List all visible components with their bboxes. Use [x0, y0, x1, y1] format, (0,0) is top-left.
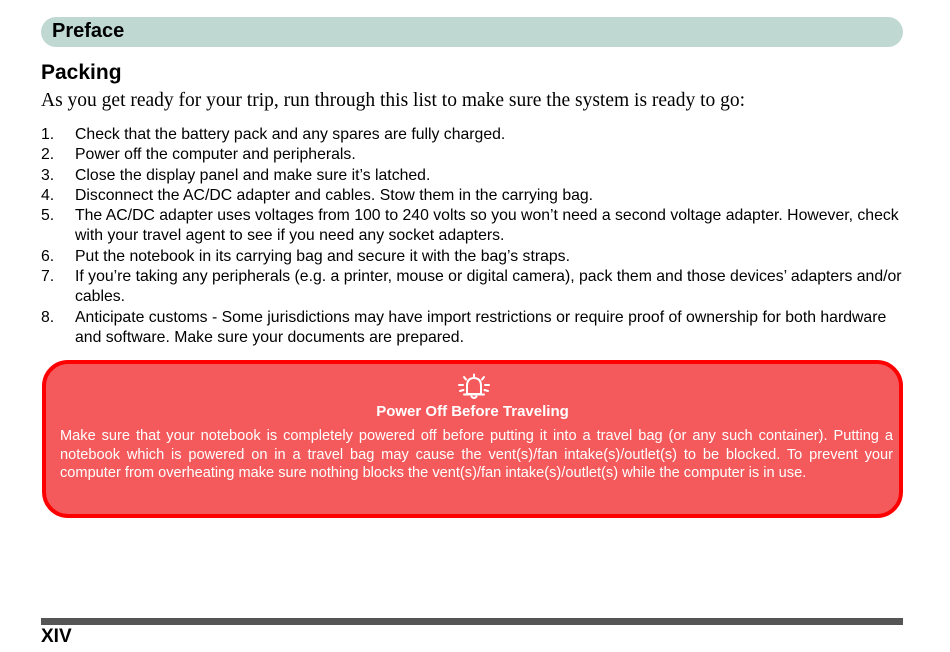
- list-item-number: 1.: [41, 126, 55, 143]
- list-item: [41, 247, 911, 267]
- header-bar: [41, 17, 903, 47]
- warning-text: Make sure that your notebook is completely powered off before putting it into a travel bag (or any such container). Putting a notebook which is powered on in a travel bag may cause the vent(s)/fan intake(s)/outlet(s) to be blocked. To prevent your computer from overheating make sure nothing blocks the vent(s)/fan intake(s)/outlet(s) while the computer is in use.: [60, 428, 893, 481]
- list-item-text: Anticipate customs - Some jurisdictions may have import restrictions or require proof of ownership for both hardware and software. Make sure your documents are prepared.: [75, 308, 887, 346]
- list-item: [41, 145, 911, 165]
- page-number: XIV: [41, 626, 72, 647]
- packing-checklist: [41, 125, 911, 348]
- chapter-title: Preface: [52, 20, 125, 42]
- list-item-number: 7.: [41, 268, 55, 286]
- list-item-text: If you’re taking any peripherals (e.g. a printer, mouse or digital camera), pack them and those devices’ adapters and/or cables.: [75, 268, 902, 306]
- list-item: [41, 267, 911, 308]
- list-item-text: Close the display panel and make sure it’s latched.: [75, 166, 431, 184]
- footer-divider: [41, 618, 903, 625]
- list-item-text: Check that the battery pack and any spares are fully charged.: [75, 126, 506, 143]
- warning-callout: [42, 360, 903, 518]
- list-item: [41, 186, 911, 206]
- list-item-number: 4.: [41, 186, 55, 204]
- list-item-text: Disconnect the AC/DC adapter and cables. Stow them in the carrying bag.: [75, 186, 594, 204]
- list-item-number: 5.: [41, 207, 55, 225]
- list-item: [41, 206, 911, 247]
- intro-paragraph: As you get ready for your trip, run through this list to make sure the system is ready to go:: [41, 90, 746, 111]
- list-item-text: Power off the computer and peripherals.: [75, 146, 356, 164]
- alarm-bell-icon: [456, 371, 492, 401]
- list-item-text: Put the notebook in its carrying bag and secure it with the bag’s straps.: [75, 247, 570, 265]
- section-title: Packing: [41, 61, 122, 84]
- list-item-number: 3.: [41, 166, 55, 184]
- list-item: [41, 166, 911, 186]
- list-item: [41, 308, 911, 349]
- list-item-number: 2.: [41, 146, 55, 164]
- list-item: [41, 125, 911, 145]
- warning-title: Power Off Before Traveling: [376, 403, 569, 420]
- list-item-text: The AC/DC adapter uses voltages from 100 to 240 volts so you won’t need a second voltage adapter. However, check with your travel agent to see if you need any socket adapters.: [75, 207, 899, 245]
- list-item-number: 6.: [41, 247, 55, 265]
- list-item-number: 8.: [41, 308, 55, 326]
